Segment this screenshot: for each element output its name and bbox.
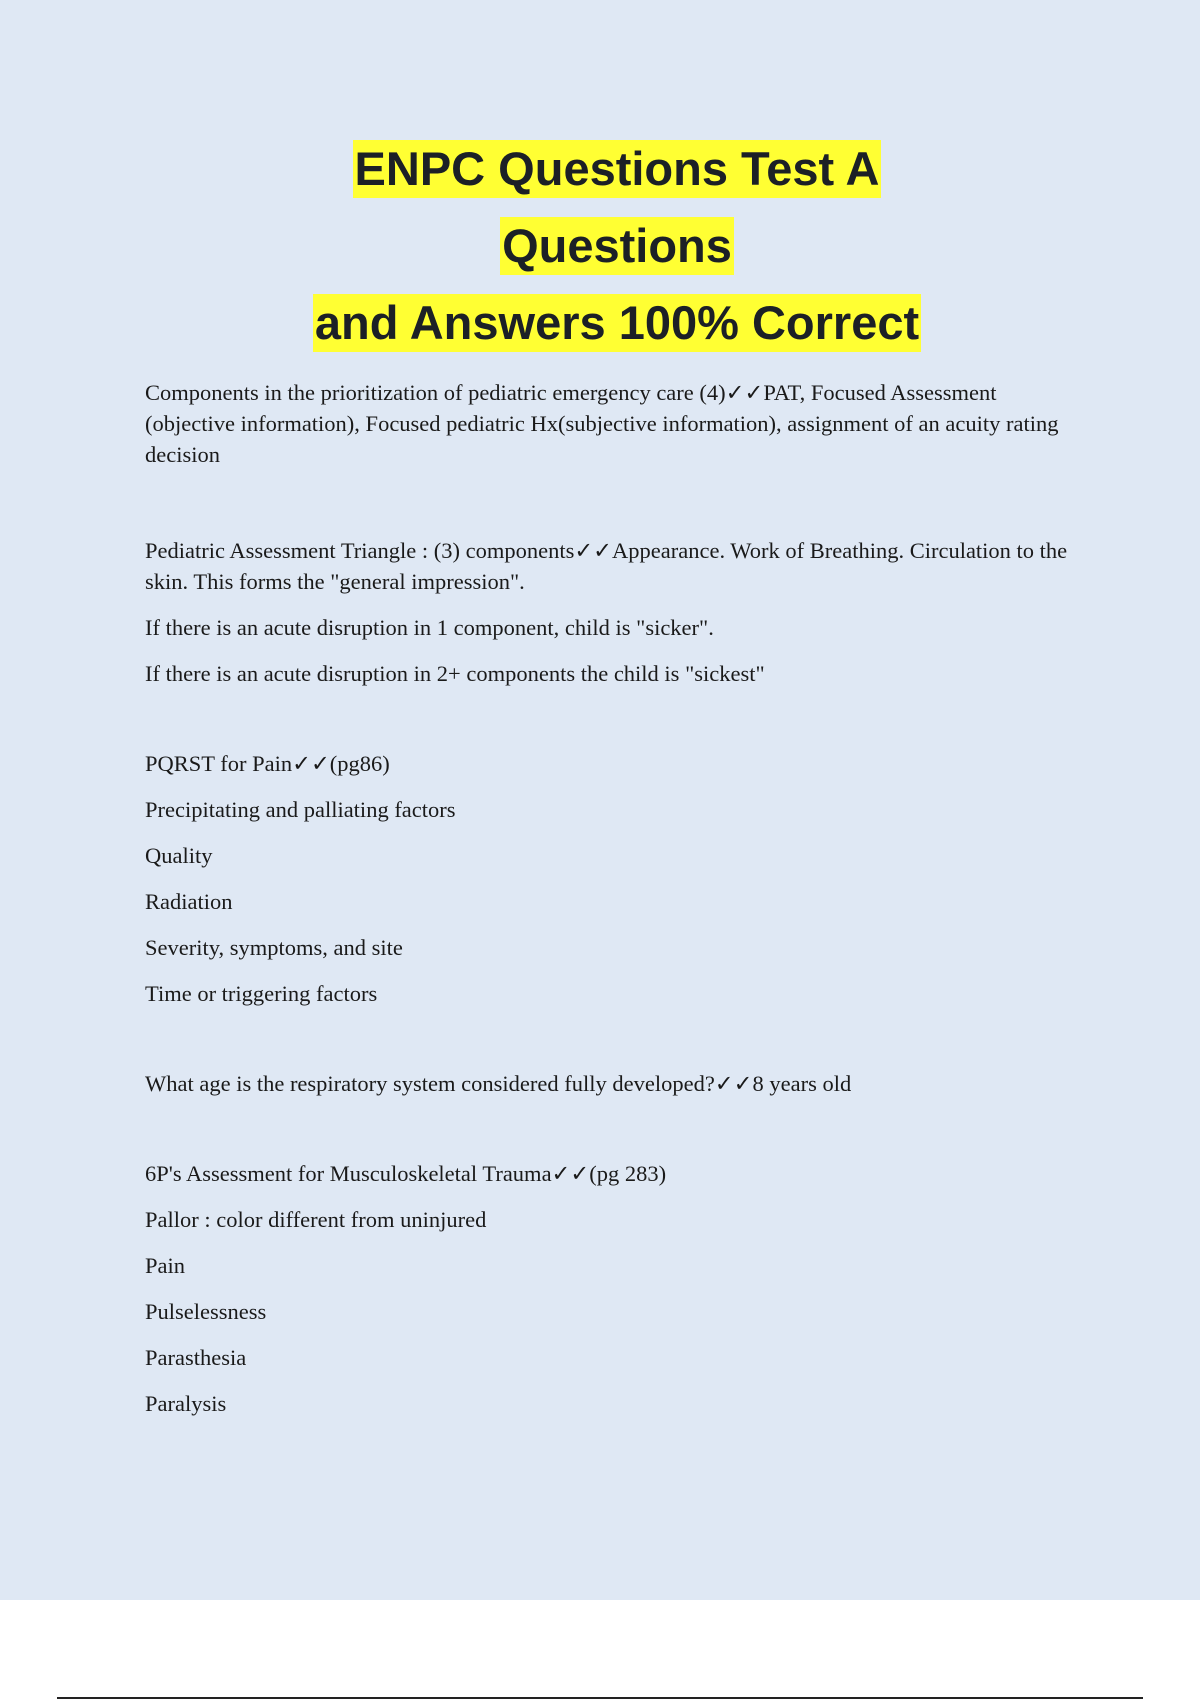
- title-line-2: [0, 217, 1200, 294]
- answer-line: Parasthesia: [145, 1345, 247, 1370]
- title-text-1: ENPC Questions Test A: [353, 140, 882, 198]
- answer-line: Radiation: [145, 889, 233, 914]
- spacer: [145, 1024, 1085, 1068]
- answer-line: If there is an acute disruption in 1 component, child is "sicker".: [145, 615, 714, 640]
- question-text: What age is the respiratory system considered fully developed?✓✓8 years old: [145, 1071, 852, 1096]
- answer-line: Quality: [145, 843, 213, 868]
- answer-line: Pain: [145, 1253, 186, 1278]
- spacer: [145, 704, 1085, 748]
- question-text: 6P's Assessment for Musculoskeletal Trauma✓✓(pg 283): [145, 1161, 667, 1186]
- question-block-1: [145, 377, 1085, 470]
- title-line-1: [0, 140, 1200, 217]
- title-line-3: [0, 294, 1200, 371]
- question-block-5: [145, 1158, 1085, 1419]
- document-body: [145, 377, 1085, 1434]
- answer-line: Pulselessness: [145, 1299, 267, 1324]
- answer-line: Pallor : color different from uninjured: [145, 1207, 487, 1232]
- document-title: [0, 140, 1200, 371]
- question-block-3: [145, 748, 1085, 1009]
- question-text: PQRST for Pain✓✓(pg86): [145, 751, 390, 776]
- title-text-2: Questions: [500, 217, 734, 275]
- answer-line: Precipitating and palliating factors: [145, 797, 456, 822]
- spacer: [145, 485, 1085, 535]
- answer-line: Severity, symptoms, and site: [145, 935, 403, 960]
- question-text: Pediatric Assessment Triangle : (3) components✓✓Appearance. Work of Breathing. Circulation to the skin. This forms the "general impression".: [145, 538, 1068, 594]
- question-text: Components in the prioritization of pediatric emergency care (4)✓✓PAT, Focused Assessment (objective information), Focused pediatric Hx(subjective information), assignment of an acuity rating decision: [145, 380, 1059, 467]
- answer-line: If there is an acute disruption in 2+ components the child is "sickest": [145, 661, 765, 686]
- footer-divider: [57, 1697, 1143, 1699]
- question-block-4: [145, 1068, 1085, 1099]
- question-block-2: [145, 535, 1085, 689]
- spacer: [145, 1114, 1085, 1158]
- title-text-3: and Answers 100% Correct: [313, 294, 921, 352]
- answer-line: Paralysis: [145, 1391, 227, 1416]
- answer-line: Time or triggering factors: [145, 981, 378, 1006]
